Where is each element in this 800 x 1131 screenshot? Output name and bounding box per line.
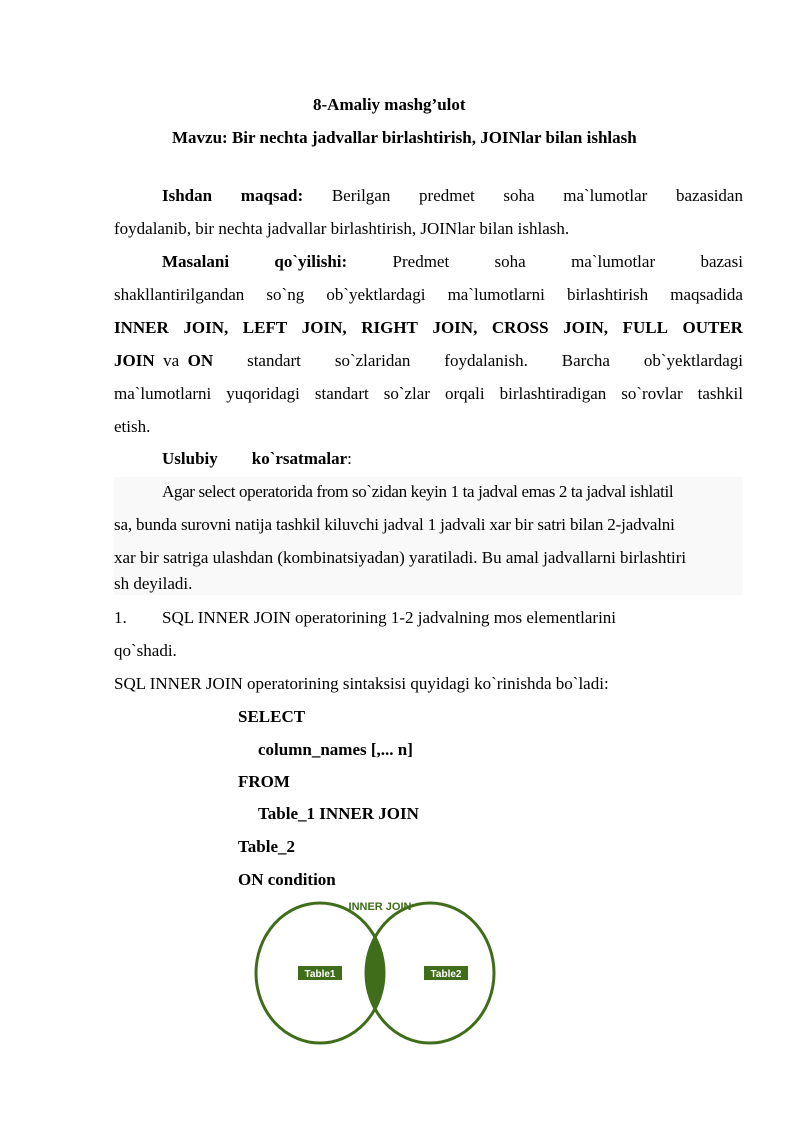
task-word: ob`yektlardagi <box>326 285 426 304</box>
method-colon: : <box>347 449 352 468</box>
task-label-2: qo`yilishi: <box>274 252 348 271</box>
task-word: ob`yektlardagi <box>643 351 743 370</box>
code-table2: Table_2 <box>238 837 296 856</box>
code-on: ON condition <box>238 870 336 889</box>
goal-label-1: Ishdan <box>162 186 213 205</box>
code-from: FROM <box>238 772 290 791</box>
page-title: 8-Amaliy mashg’ulot <box>313 95 466 114</box>
goal-line-1 <box>114 185 743 207</box>
task-word: birlashtiradigan <box>499 384 607 403</box>
task-word: Predmet <box>392 252 450 271</box>
method-heading <box>162 448 352 470</box>
item1-line-1: SQL INNER JOIN operatorining 1-2 jadvalning mos elementlarini <box>162 608 617 627</box>
method-label-2: ko`rsatmalar <box>251 449 348 468</box>
goal-word: predmet <box>419 186 475 205</box>
goal-label-2: maqsad: <box>240 186 304 205</box>
task-line-5 <box>114 383 743 405</box>
task-word: so`ng <box>266 285 305 304</box>
task-line-6: etish. <box>114 417 151 436</box>
code-select: SELECT <box>238 707 306 726</box>
goal-word: ma`lumotlar <box>563 186 648 205</box>
method-label-1: Uslubiy <box>162 449 218 468</box>
method-line-2: sa, bunda surovni natija tashkil kiluvchi jadval 1 jadvali xar bir satri bilan 2-jadvalni <box>114 515 675 534</box>
task-word: maqsadida <box>670 285 743 304</box>
task-word: birlashtirish <box>566 285 649 304</box>
task-word: ma`lumotlar <box>571 252 656 271</box>
on-keyword: ON <box>187 351 214 370</box>
task-word: ma`lumotlarni <box>114 384 212 403</box>
task-line-3 <box>114 317 743 339</box>
join-keyword: FULL <box>622 318 668 337</box>
task-word: Barcha <box>561 351 610 370</box>
goal-word: Berilgan <box>331 186 391 205</box>
list-number: 1. <box>114 608 127 627</box>
task-line-2 <box>114 284 743 306</box>
right-table-label: Table2 <box>430 969 462 980</box>
task-word: standart <box>247 351 301 370</box>
task-word: va <box>163 351 180 370</box>
task-keyword-group <box>114 350 213 372</box>
task-word: foydalanish. <box>444 351 528 370</box>
item1-line-2: qo`shadi. <box>114 641 177 660</box>
task-word: tashkil <box>697 384 743 403</box>
join-keyword: JOIN, <box>183 318 229 337</box>
join-keyword: JOIN <box>114 351 155 370</box>
join-keyword: JOIN, <box>432 318 478 337</box>
inner-join-diagram <box>250 893 510 1053</box>
task-word: so`rovlar <box>621 384 683 403</box>
join-keyword: OUTER <box>682 318 743 337</box>
diagram-title: INNER JOIN <box>348 901 412 913</box>
code-table1: Table_1 INNER JOIN <box>258 804 419 823</box>
join-keyword: LEFT <box>242 318 288 337</box>
join-keyword: CROSS <box>491 318 549 337</box>
code-columns: column_names [,... n] <box>258 740 413 759</box>
join-keyword: JOIN, <box>301 318 347 337</box>
goal-line-2: foydalanib, bir nechta jadvallar birlashtirish, JOINlar bilan ishlash. <box>114 219 570 238</box>
task-label-1: Masalani <box>162 252 230 271</box>
task-word: shakllantirilgandan <box>114 285 245 304</box>
task-word: so`zlar <box>383 384 430 403</box>
syntax-intro: SQL INNER JOIN operatorining sintaksisi quyidagi ko`rinishda bo`ladi: <box>114 674 609 693</box>
method-line-4: sh deyiladi. <box>114 574 193 593</box>
page-subtitle: Mavzu: Bir nechta jadvallar birlashtirish, JOINlar bilan ishlash <box>172 128 637 147</box>
method-line-1: Agar select operatorida from so`zidan keyin 1 ta jadval emas 2 ta jadval ishlatil <box>162 482 674 501</box>
task-word: yuqoridagi <box>226 384 300 403</box>
left-table-label: Table1 <box>304 969 336 980</box>
join-keyword: RIGHT <box>361 318 418 337</box>
task-word: soha <box>494 252 526 271</box>
task-line-4 <box>114 350 743 372</box>
join-keyword: INNER <box>114 318 169 337</box>
method-line-3: xar bir satriga ulashdan (kombinatsiyadan) yaratiladi. Bu amal jadvallarni birlashtiri <box>114 548 687 567</box>
task-word: bazasi <box>700 252 743 271</box>
task-word: ma`lumotlarni <box>447 285 545 304</box>
task-word: so`zlaridan <box>334 351 411 370</box>
goal-word: bazasidan <box>675 186 743 205</box>
task-word: orqali <box>444 384 485 403</box>
task-word: standart <box>314 384 369 403</box>
goal-word: soha <box>503 186 535 205</box>
join-keyword: JOIN, <box>563 318 609 337</box>
task-line-1 <box>114 251 743 273</box>
